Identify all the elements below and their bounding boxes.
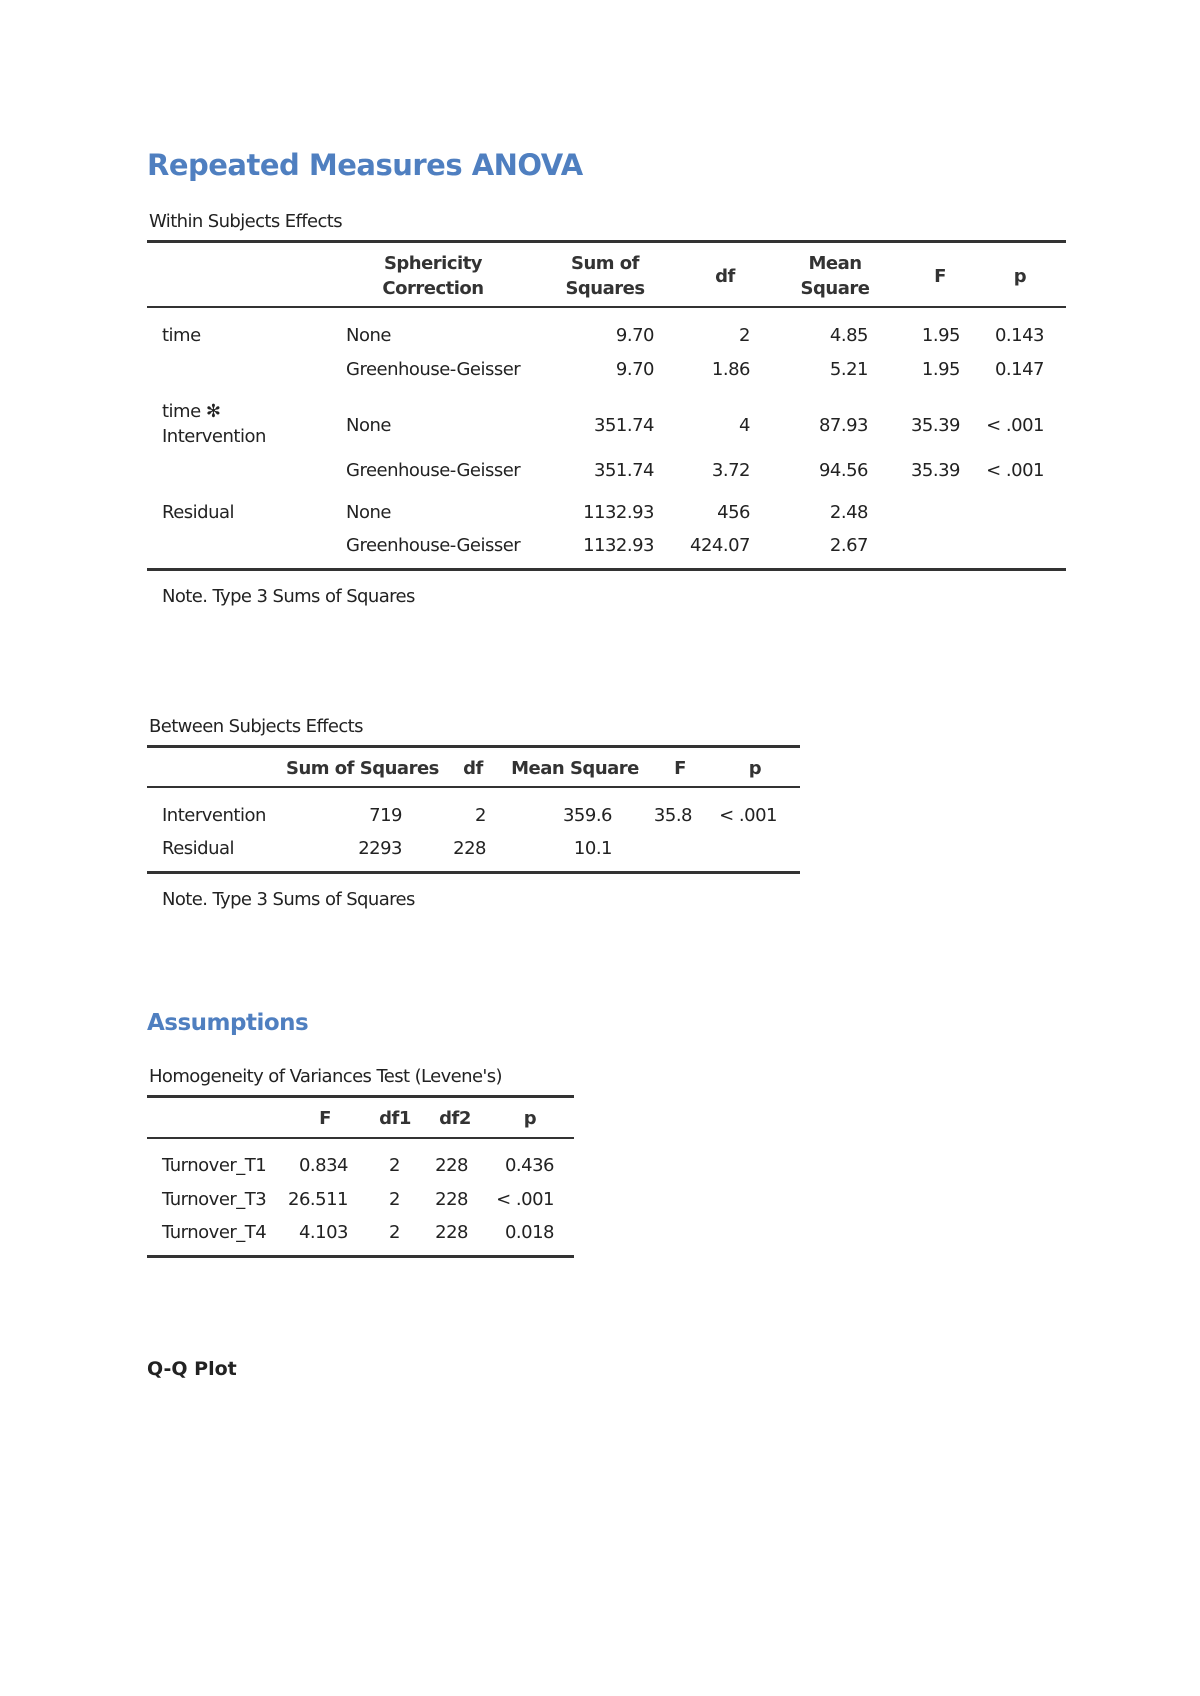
between-row1-p: < .001	[719, 805, 777, 826]
levene-row3-df1: 2	[389, 1222, 400, 1243]
assumptions-heading: Assumptions	[147, 1010, 309, 1036]
page-title: Repeated Measures ANOVA	[147, 148, 583, 182]
levene-row2-df2: 228	[435, 1189, 468, 1210]
levene-row2-var: Turnover_T3	[162, 1189, 267, 1210]
within-header-p: p	[1013, 266, 1027, 287]
within-bottom-rule	[147, 568, 1066, 571]
between-note: Note. Type 3 Sums of Squares	[162, 889, 415, 910]
levene-row3-p: 0.018	[504, 1222, 554, 1243]
between-header-df: df	[463, 758, 483, 779]
between-row1-ss: 719	[369, 805, 402, 826]
within-row4-ms: 94.56	[818, 460, 868, 481]
levene-header-rule	[147, 1137, 574, 1139]
within-row6-ms: 2.67	[829, 535, 868, 556]
within-row1-f: 1.95	[921, 325, 960, 346]
within-header-ss-line2: Squares	[565, 278, 645, 299]
within-header-ss	[540, 251, 670, 301]
within-row3-effect-line1: time ✻	[162, 401, 221, 422]
within-row5-effect: Residual	[162, 502, 235, 523]
within-header-sphericity-line1: Sphericity	[383, 253, 483, 274]
within-row6-ss: 1132.93	[583, 535, 654, 556]
between-caption: Between Subjects Effects	[149, 716, 363, 737]
between-header-ms: Mean Square	[511, 758, 639, 779]
within-header-rule	[147, 306, 1066, 308]
within-row2-ss: 9.70	[615, 359, 654, 380]
within-caption: Within Subjects Effects	[149, 211, 343, 232]
between-header-ss: Sum of Squares	[286, 758, 439, 779]
within-row5-df: 456	[717, 502, 750, 523]
within-row3-ss: 351.74	[594, 415, 654, 436]
levene-row3-df2: 228	[435, 1222, 468, 1243]
within-row3-df: 4	[739, 415, 750, 436]
within-row1-ms: 4.85	[829, 325, 868, 346]
within-header-df: df	[715, 266, 735, 287]
within-header-ms-line2: Square	[800, 278, 870, 299]
within-row4-df: 3.72	[711, 460, 750, 481]
within-row1-ss: 9.70	[615, 325, 654, 346]
within-row6-df: 424.07	[690, 535, 750, 556]
levene-header-df2: df2	[439, 1108, 471, 1129]
within-header-ss-line1: Sum of	[571, 253, 639, 274]
within-row5-ms: 2.48	[829, 502, 868, 523]
between-row1-ms: 359.6	[562, 805, 612, 826]
within-header-f: F	[934, 266, 946, 287]
between-row2-ms: 10.1	[573, 838, 612, 859]
within-header-sphericity	[340, 251, 526, 301]
within-row1-effect: time	[162, 325, 201, 346]
between-header-rule	[147, 786, 800, 788]
qq-plot-title: Q-Q Plot	[147, 1358, 237, 1380]
within-row3-effect	[162, 399, 266, 449]
within-row4-f: 35.39	[910, 460, 960, 481]
levene-row3-var: Turnover_T4	[162, 1222, 267, 1243]
between-row2-ss: 2293	[358, 838, 402, 859]
within-row4-p: < .001	[986, 460, 1044, 481]
within-header-ms-line1: Mean	[808, 253, 862, 274]
within-header-ms	[785, 251, 885, 301]
between-row1-df: 2	[475, 805, 486, 826]
within-row6-correction: Greenhouse-Geisser	[346, 535, 521, 556]
levene-header-f: F	[319, 1108, 331, 1129]
within-row3-f: 35.39	[910, 415, 960, 436]
between-row1-f: 35.8	[653, 805, 692, 826]
within-row3-correction: None	[346, 415, 391, 436]
within-row1-df: 2	[739, 325, 750, 346]
within-row5-ss: 1132.93	[583, 502, 654, 523]
within-row2-f: 1.95	[921, 359, 960, 380]
within-row4-ss: 351.74	[594, 460, 654, 481]
levene-caption: Homogeneity of Variances Test (Levene's)	[149, 1066, 502, 1087]
within-note: Note. Type 3 Sums of Squares	[162, 586, 415, 607]
levene-row2-df1: 2	[389, 1189, 400, 1210]
within-row2-p: 0.147	[994, 359, 1044, 380]
between-top-rule	[147, 745, 800, 748]
levene-row1-var: Turnover_T1	[162, 1155, 267, 1176]
within-header-sphericity-line2: Correction	[382, 278, 484, 299]
within-top-rule	[147, 240, 1066, 243]
levene-header-p: p	[523, 1108, 537, 1129]
between-header-p: p	[748, 758, 762, 779]
between-row2-df: 228	[453, 838, 486, 859]
between-bottom-rule	[147, 871, 800, 874]
within-row4-correction: Greenhouse-Geisser	[346, 460, 521, 481]
levene-top-rule	[147, 1095, 574, 1098]
between-row2-effect: Residual	[162, 838, 235, 859]
levene-header-df1: df1	[379, 1108, 411, 1129]
within-row3-p: < .001	[986, 415, 1044, 436]
levene-row2-f: 26.511	[288, 1189, 348, 1210]
levene-row1-p: 0.436	[504, 1155, 554, 1176]
between-row1-effect: Intervention	[162, 805, 266, 826]
within-row5-correction: None	[346, 502, 391, 523]
levene-row1-f: 0.834	[298, 1155, 348, 1176]
within-row2-df: 1.86	[711, 359, 750, 380]
levene-bottom-rule	[147, 1255, 574, 1258]
within-row1-p: 0.143	[994, 325, 1044, 346]
levene-row3-f: 4.103	[298, 1222, 348, 1243]
within-row3-effect-line2: Intervention	[162, 426, 266, 447]
within-row1-correction: None	[346, 325, 391, 346]
levene-row1-df1: 2	[389, 1155, 400, 1176]
within-row2-ms: 5.21	[829, 359, 868, 380]
within-row2-correction: Greenhouse-Geisser	[346, 359, 521, 380]
levene-row1-df2: 228	[435, 1155, 468, 1176]
within-row3-ms: 87.93	[818, 415, 868, 436]
levene-row2-p: < .001	[496, 1189, 554, 1210]
between-header-f: F	[674, 758, 686, 779]
